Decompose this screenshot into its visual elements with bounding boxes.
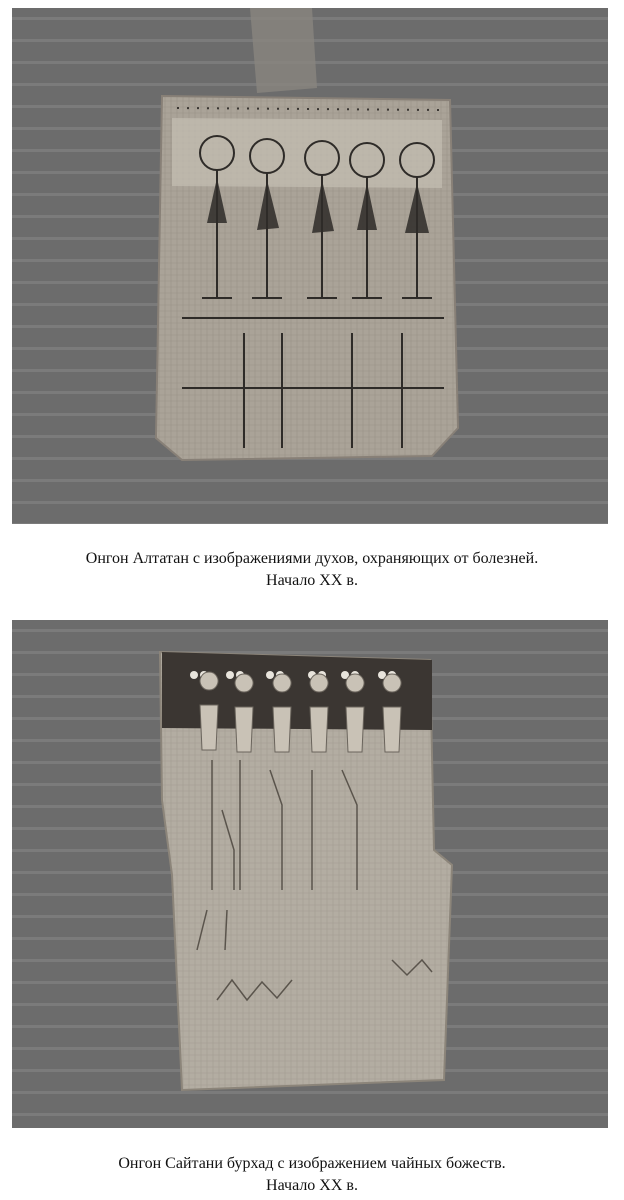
- caption-2-line-1: Онгон Сайтани бурхад с изображением чайных божеств.: [118, 1155, 506, 1172]
- figure-caption-1: [0, 548, 624, 592]
- caption-1-line-1: Онгон Алтатан с изображениями духов, охраняющих от болезней.: [85, 550, 539, 567]
- caption-2-line-2: Начало XX в.: [266, 1177, 358, 1194]
- onggon-altatan-image: [12, 8, 608, 524]
- caption-1-line-2: Начало XX в.: [266, 572, 358, 589]
- onggon-altatan-photo: [12, 8, 608, 524]
- onggon-saitani-burkhad-photo: [12, 620, 608, 1128]
- figure-caption-2: [0, 1153, 624, 1197]
- onggon-saitani-burkhad-image: [12, 620, 608, 1128]
